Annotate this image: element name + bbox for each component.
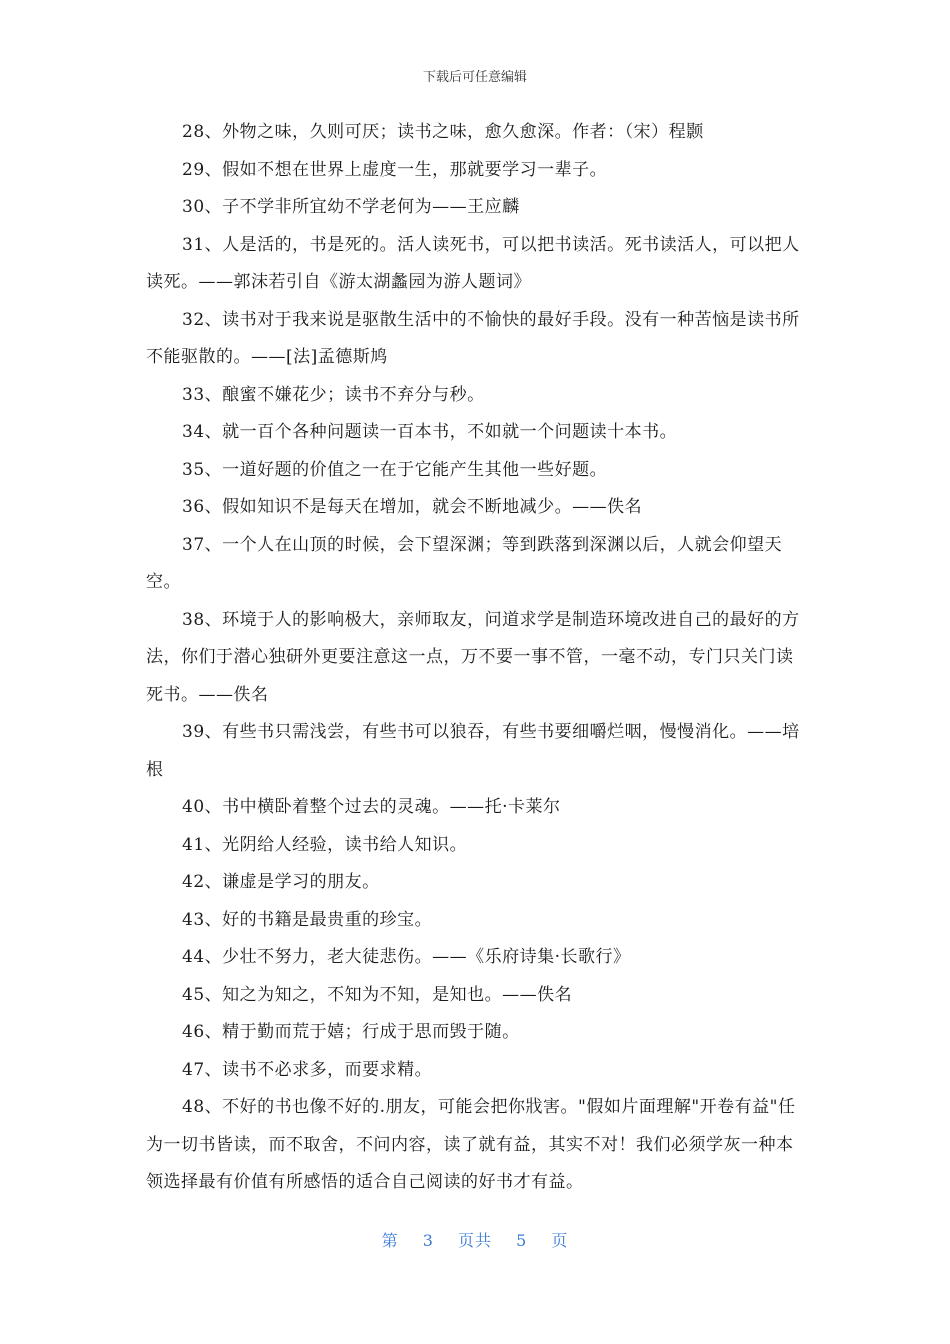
quote-paragraph-44: 44、少壮不努力，老大徒悲伤。——《乐府诗集·长歌行》 xyxy=(182,947,631,967)
quote-paragraph-32: 32、读书对于我来说是驱散生活中的不愉快的最好手段。没有一种苦恼是读书所不能驱散的。——[法]孟德斯鸠 xyxy=(146,309,800,367)
current-page-number: 3 xyxy=(422,1231,434,1250)
quote-paragraph-31: 31、人是活的，书是死的。活人读死书，可以把书读活。死书读活人，可以把人读死。——郭沫若引自《游太湖蠡园为游人题词》 xyxy=(146,234,800,292)
quote-paragraph-29: 29、假如不想在世界上虚度一生，那就要学习一辈子。 xyxy=(182,159,608,180)
quote-paragraph-40: 40、书中横卧着整个过去的灵魂。——托·卡莱尔 xyxy=(182,797,561,817)
quote-paragraph-45: 45、知之为知之，不知为不知，是知也。——佚名 xyxy=(182,984,573,1005)
footer-suffix: 页 xyxy=(551,1231,569,1250)
quote-paragraph-47: 47、读书不必求多，而要求精。 xyxy=(182,1059,433,1080)
page-footer xyxy=(0,1228,950,1251)
document-body xyxy=(146,114,806,1202)
page-header: 下载后可任意编辑 xyxy=(422,70,527,85)
quote-paragraph-41: 41、光阴给人经验，读书给人知识。 xyxy=(182,834,468,855)
quote-paragraph-42: 42、谦虚是学习的朋友。 xyxy=(182,872,380,892)
quote-paragraph-33: 33、酿蜜不嫌花少；读书不弃分与秒。 xyxy=(182,384,485,405)
quote-paragraph-43: 43、好的书籍是最贵重的珍宝。 xyxy=(182,909,433,930)
quote-paragraph-37: 37、一个人在山顶的时候，会下望深渊；等到跌落到深渊以后，人就会仰望天空。 xyxy=(146,534,783,592)
footer-prefix: 第 xyxy=(381,1231,399,1250)
quote-paragraph-48: 48、不好的书也像不好的.朋友，可能会把你戕害。"假如片面理解"开卷有益"任为一切书皆读，而不取舍，不问内容，读了就有益，其实不对！我们必须学灰一种本领选择最有价值有所感悟的适合自己阅读的好书才有益。 xyxy=(146,1097,796,1192)
quote-paragraph-39: 39、有些书只需浅尝，有些书可以狼吞，有些书要细嚼烂咽，慢慢消化。——培根 xyxy=(146,722,800,780)
quote-paragraph-28: 28、外物之味，久则可厌；读书之味，愈久愈深。作者：（宋）程颢 xyxy=(182,122,704,142)
quote-paragraph-35: 35、一道好题的价值之一在于它能产生其他一些好题。 xyxy=(182,459,608,480)
footer-middle: 页共 xyxy=(457,1231,492,1250)
total-page-number: 5 xyxy=(516,1231,528,1250)
quote-paragraph-30: 30、子不学非所宜幼不学老何为——王应麟 xyxy=(182,197,520,217)
quote-paragraph-46: 46、精于勤而荒于嬉；行成于思而毁于随。 xyxy=(182,1022,520,1042)
quote-paragraph-34: 34、就一百个各种问题读一百本书，不如就一个问题读十本书。 xyxy=(182,422,678,442)
quote-paragraph-38: 38、环境于人的影响极大，亲师取友，问道求学是制造环境改进自己的最好的方法，你们于潜心独研外更要注意这一点，万不要一事不管，一毫不动，专门只关门读死书。——佚名 xyxy=(146,609,800,705)
quote-paragraph-36: 36、假如知识不是每天在增加，就会不断地减少。——佚名 xyxy=(182,497,643,517)
